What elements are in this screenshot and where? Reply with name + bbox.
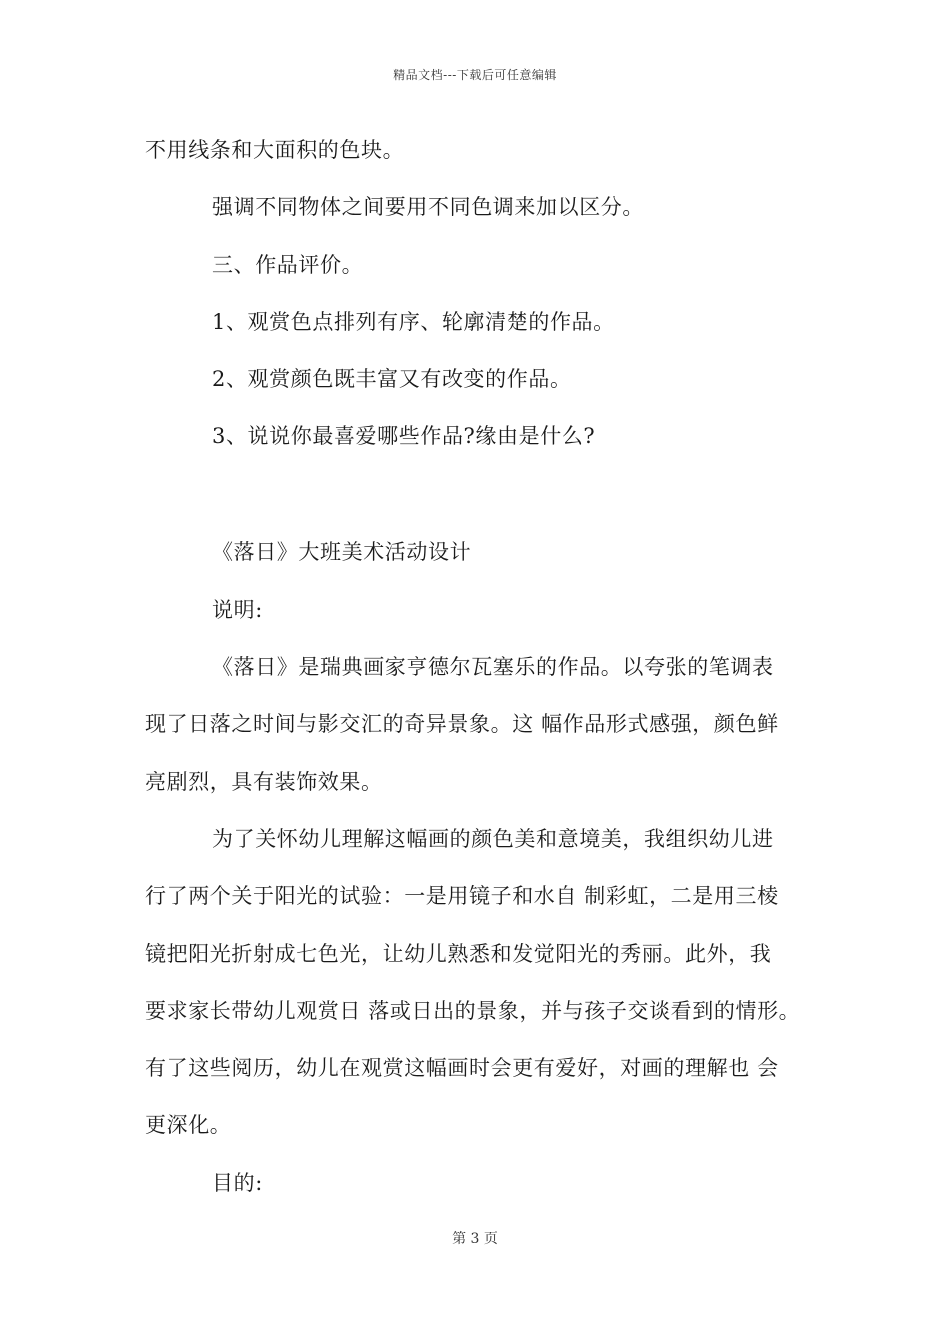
section-heading-evaluation: 三、作品评价。 [212,253,364,277]
section-heading-goal: 目的: [212,1171,263,1195]
list-item-1: 1、观赏色点排列有序、轮廓清楚的作品。 [212,310,615,334]
article-title: 《落日》大班美术活动设计 [212,540,472,564]
paragraph-1-line-1: 《落日》是瑞典画家亨德尔瓦塞乐的作品。以夸张的笔调表 [212,655,774,679]
list-item-2: 2、观赏颜色既丰富又有改变的作品。 [212,367,572,391]
page-header: 精品文档---下载后可任意编辑 [393,68,557,82]
paragraph-2-line-5: 有了这些阅历，幼儿在观赏这幅画时会更有爱好，对画的理解也 会 [145,1056,779,1080]
section-heading-description: 说明: [212,598,263,622]
body-line-1: 不用线条和大面积的色块。 [145,138,405,162]
page-number: 第 3 页 [452,1231,498,1247]
paragraph-2-line-6: 更深化。 [145,1113,232,1137]
paragraph-2-line-2: 行了两个关于阳光的试验：一是用镜子和水自 制彩虹，二是用三棱 [145,884,779,908]
body-line-2: 强调不同物体之间要用不同色调来加以区分。 [212,195,644,219]
paragraph-1-line-2: 现了日落之时间与影交汇的奇异景象。这 幅作品形式感强，颜色鲜 [145,712,779,736]
list-item-3: 3、说说你最喜爱哪些作品?缘由是什么? [212,424,596,448]
paragraph-2-line-3: 镜把阳光折射成七色光，让幼儿熟悉和发觉阳光的秀丽。此外，我 [145,942,772,966]
paragraph-2-line-1: 为了关怀幼儿理解这幅画的颜色美和意境美，我组织幼儿进 [212,827,774,851]
paragraph-2-line-4: 要求家长带幼儿观赏日 落或日出的景象，并与孩子交谈看到的情形。 [145,999,801,1023]
paragraph-1-line-3: 亮剧烈，具有装饰效果。 [145,770,383,794]
